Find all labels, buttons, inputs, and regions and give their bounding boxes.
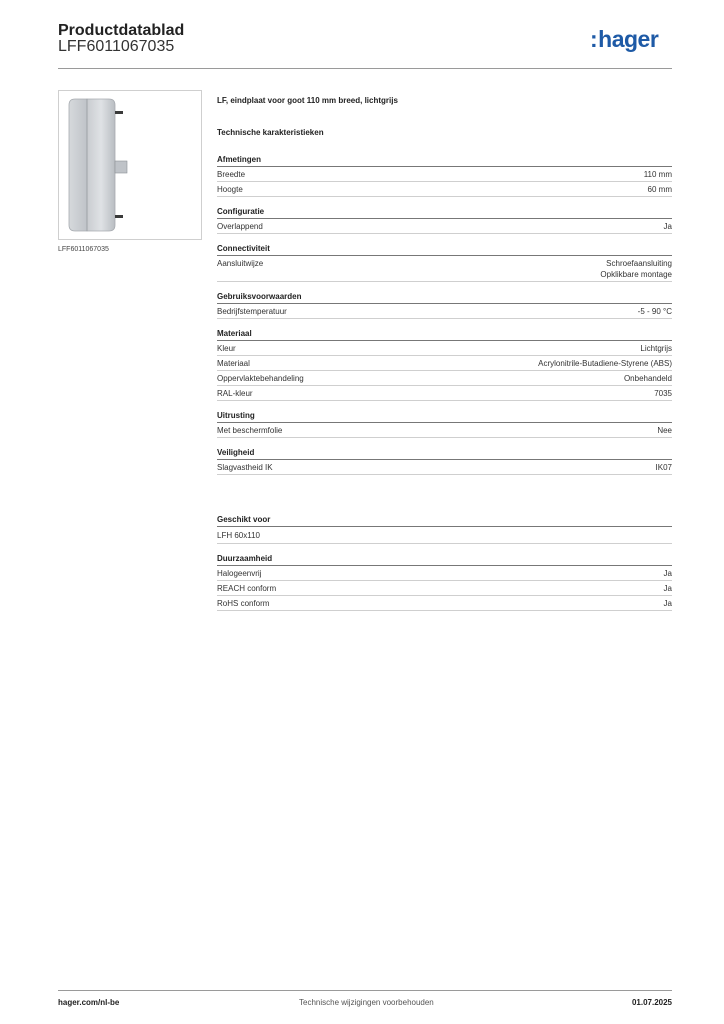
footer-website: hager.com/nl-be (58, 998, 120, 1007)
spec-content (217, 96, 672, 621)
spec-value-line: Opklikbare montage (600, 270, 672, 279)
logo-dots-icon: : (590, 26, 598, 52)
spec-value-line: Ja (663, 222, 672, 231)
product-image (58, 90, 202, 240)
suitable-title: Geschikt voor (217, 515, 672, 527)
spec-row (217, 182, 672, 197)
sustainability-section (217, 554, 672, 611)
spec-row (217, 423, 672, 438)
product-description: LF, eindplaat voor goot 110 mm breed, lichtgrijs (217, 96, 398, 105)
spec-section-title: Afmetingen (217, 155, 672, 167)
spec-value (664, 221, 672, 232)
spec-value (640, 343, 672, 354)
spec-value-line: Lichtgrijs (640, 344, 672, 353)
spec-value (644, 169, 672, 180)
spec-label: RoHS conform (217, 599, 270, 608)
spec-label: REACH conform (217, 584, 277, 593)
spec-label: Oppervlaktebehandeling (217, 374, 304, 383)
spec-value (638, 306, 672, 317)
spec-value-line: Ja (663, 569, 672, 578)
spec-value-line: 110 mm (643, 170, 672, 179)
end-plate-illustration-icon (59, 91, 201, 239)
spec-row (217, 356, 672, 371)
suitable-section (217, 515, 672, 544)
spec-label: Overlappend (217, 222, 263, 231)
spec-section-title: Materiaal (217, 329, 672, 341)
spec-row (217, 566, 672, 581)
spec-row (217, 219, 672, 234)
spec-label: Bedrijfstemperatuur (217, 307, 287, 316)
spec-value (664, 568, 672, 579)
footer-divider (58, 990, 672, 991)
spec-value-line: Acrylonitrile-Butadiene-Styrene (ABS) (538, 359, 672, 368)
spec-value-line: -5 - 90 °C (637, 307, 672, 316)
spec-value (624, 373, 672, 384)
footer-date: 01.07.2025 (631, 998, 672, 1007)
spec-section (217, 448, 672, 475)
spec-value-line: Onbehandeld (623, 374, 672, 383)
header-divider (58, 68, 672, 69)
spec-row (217, 371, 672, 386)
spec-section (217, 329, 672, 401)
spec-value (664, 598, 672, 609)
product-code: LFF6011067035 (58, 38, 175, 55)
sustainability-title: Duurzaamheid (217, 554, 672, 566)
spec-section (217, 244, 672, 282)
spec-row (217, 304, 672, 319)
spec-label: Materiaal (217, 359, 250, 368)
spec-section-title: Veiligheid (217, 448, 672, 460)
spec-value-line: Ja (663, 584, 672, 593)
product-image-caption: LFF6011067035 (58, 246, 109, 253)
spec-label: Breedte (217, 170, 246, 179)
spec-section (217, 155, 672, 197)
section-spacer (217, 485, 672, 515)
spec-label: Met beschermfolie (217, 426, 283, 435)
spec-label: RAL-kleur (217, 389, 253, 398)
spec-row (217, 581, 672, 596)
spec-value (648, 184, 672, 195)
spec-value (538, 358, 672, 369)
spec-label: Slagvastheid IK (217, 463, 273, 472)
spec-section (217, 292, 672, 319)
spec-label: Halogeenvrij (217, 569, 262, 578)
spec-value (656, 462, 672, 473)
page-title: Productdatablad (58, 22, 185, 39)
suitable-item: LFH 60x110 (217, 527, 672, 544)
spec-section (217, 411, 672, 438)
tech-title: Technische karakteristieken (217, 128, 324, 137)
spec-row (217, 460, 672, 475)
spec-value-line: 60 mm (647, 185, 672, 194)
spec-value-line: Nee (657, 426, 672, 435)
spec-value (657, 425, 672, 436)
spec-row (217, 386, 672, 401)
spec-value-line: IK07 (655, 463, 672, 472)
spec-row (217, 596, 672, 611)
hager-logo (590, 26, 658, 53)
spec-sections (217, 155, 672, 475)
spec-value-line: 7035 (654, 389, 672, 398)
spec-label: Kleur (217, 344, 236, 353)
spec-value (600, 258, 672, 280)
spec-row (217, 341, 672, 356)
spec-section-title: Gebruiksvoorwaarden (217, 292, 672, 304)
spec-value (664, 583, 672, 594)
spec-section-title: Configuratie (217, 207, 672, 219)
spec-value-line: Ja (663, 599, 672, 608)
spec-value-line: Schroefaansluiting (606, 259, 672, 268)
spec-section (217, 207, 672, 234)
spec-row (217, 167, 672, 182)
spec-row (217, 256, 672, 282)
spec-section-title: Uitrusting (217, 411, 672, 423)
spec-section-title: Connectiviteit (217, 244, 672, 256)
logo-text: hager (598, 26, 659, 52)
spec-value (654, 388, 672, 399)
spec-label: Hoogte (217, 185, 243, 194)
footer-notice: Technische wijzigingen voorbehouden (299, 998, 434, 1007)
spec-label: Aansluitwijze (217, 259, 264, 268)
